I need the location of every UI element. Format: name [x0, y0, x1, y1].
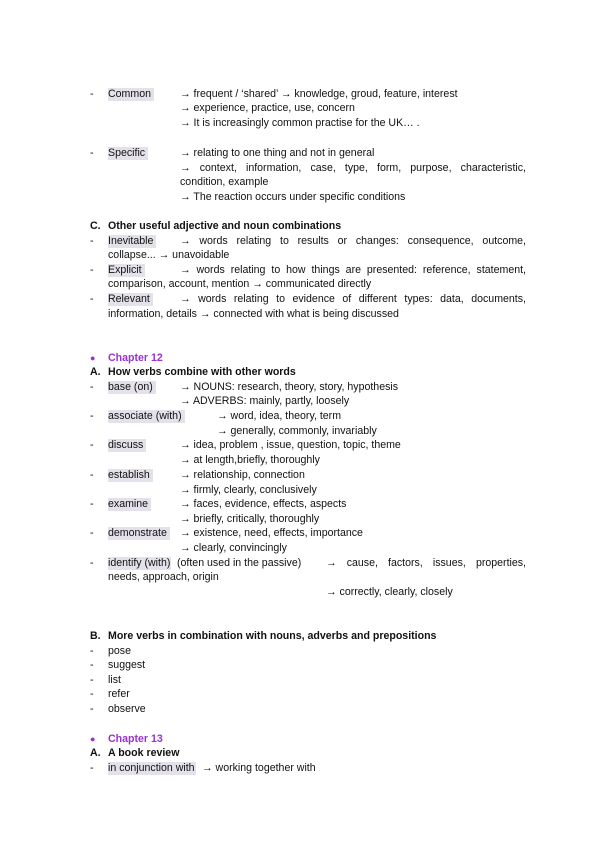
definition-line: → existence, need, effects, importance: [180, 527, 363, 539]
definition-line: → correctly, clearly, closely: [326, 586, 453, 598]
bullet-icon: ●: [90, 353, 96, 363]
dash: -: [90, 410, 94, 422]
definition-line: → experience, practice, use, concern: [180, 102, 355, 114]
term-common: Common: [108, 88, 154, 101]
term-establish: establish: [108, 469, 153, 482]
chapter-title: Chapter 12: [108, 352, 163, 364]
definition-line: → It is increasingly common practise for the UK… .: [180, 117, 420, 129]
term-relevant: Relevant: [108, 293, 153, 306]
definition-line: condition, example: [180, 176, 269, 188]
section-c-heading: [90, 220, 341, 233]
definition-line: collapse... → unavoidable: [108, 249, 230, 261]
dash: -: [90, 147, 94, 159]
dash: -: [90, 557, 94, 569]
definition-line: → working together with: [202, 762, 316, 774]
definition-line: → The reaction occurs under specific conditions: [180, 191, 406, 203]
dash: -: [90, 674, 94, 686]
section-letter: A.: [90, 366, 101, 378]
section-title: How verbs combine with other words: [108, 366, 296, 378]
definition-line: needs, approach, origin: [108, 571, 219, 583]
term-discuss: discuss: [108, 439, 146, 452]
dash: -: [90, 762, 94, 774]
section-letter: A.: [90, 747, 101, 759]
term-identify-with: identify (with): [108, 557, 171, 569]
definition-line: comparison, account, mention → communicated directly: [108, 278, 372, 290]
dash: -: [90, 469, 94, 481]
dash: -: [90, 264, 94, 276]
section-title: A book review: [108, 747, 180, 759]
definition-line: → frequent / ‘shared’ → knowledge, groud, feature, interest: [180, 88, 458, 100]
definition-line: → cause, factors, issues, properties,: [326, 557, 526, 569]
section-letter: B.: [90, 630, 101, 642]
definition-line: → ADVERBS: mainly, partly, loosely: [180, 395, 350, 407]
definition-line: → word, idea, theory, term: [217, 410, 342, 422]
verb-item: pose: [108, 645, 131, 657]
section-title: Other useful adjective and noun combinations: [108, 220, 342, 232]
dash: -: [90, 659, 94, 671]
dash: -: [90, 527, 94, 539]
bullet-icon: ●: [90, 734, 96, 744]
term-examine: examine: [108, 498, 151, 511]
definition-line: → words relating to evidence of different types: data, documents,: [180, 293, 526, 305]
verb-item: observe: [108, 703, 146, 715]
dash: -: [90, 235, 94, 247]
definition-line: → generally, commonly, invariably: [217, 425, 377, 437]
usage-note: (often used in the passive): [177, 557, 302, 569]
definition-line: → clearly, convincingly: [180, 542, 287, 554]
dash: -: [90, 439, 94, 451]
chapter-12-section-a-heading: [90, 366, 296, 379]
dash: -: [90, 88, 94, 100]
dash: -: [90, 293, 94, 305]
section-letter: C.: [90, 220, 101, 232]
definition-line: → firmly, clearly, conclusively: [180, 484, 317, 496]
chapter-13-heading: [90, 733, 163, 746]
definition-line: information, details → connected with what is being discussed: [108, 308, 399, 320]
verb-item: suggest: [108, 659, 146, 671]
definition-line: → words relating to how things are presented: reference, statement,: [180, 264, 526, 276]
term-demonstrate: demonstrate: [108, 527, 170, 540]
term-explicit: Explicit: [108, 264, 145, 277]
term-inevitable: Inevitable: [108, 235, 156, 248]
dash: -: [90, 645, 94, 657]
chapter-title: Chapter 13: [108, 733, 163, 745]
definition-line: → NOUNS: research, theory, story, hypothesis: [180, 381, 399, 393]
definition-line: → words relating to results or changes: consequence, outcome,: [180, 235, 526, 247]
dash: -: [90, 498, 94, 510]
chapter-12-heading: [90, 352, 163, 365]
dash: -: [90, 381, 94, 393]
chapter-12-section-b-heading: [90, 630, 436, 643]
chapter-13-section-a-heading: [90, 747, 179, 760]
term-associate-with: associate (with): [108, 410, 185, 423]
definition-line: → relationship, connection: [180, 469, 305, 481]
term-specific: Specific: [108, 147, 148, 160]
definition-line: → at length,briefly, thoroughly: [180, 454, 320, 466]
definition-line: → idea, problem , issue, question, topic, theme: [180, 439, 401, 451]
term-base-on: base (on): [108, 381, 156, 394]
dash: -: [90, 688, 94, 700]
definition-line: → relating to one thing and not in general: [180, 147, 375, 159]
verb-item: refer: [108, 688, 130, 700]
section-title: More verbs in combination with nouns, adverbs and prepositions: [108, 630, 437, 642]
term-in-conjunction-with: in conjunction with: [108, 762, 195, 774]
definition-line: → context, information, case, type, form, purpose, characteristic,: [180, 162, 526, 174]
verb-item: list: [108, 674, 121, 686]
definition-line: → faces, evidence, effects, aspects: [180, 498, 347, 510]
definition-line: → briefly, critically, thoroughly: [180, 513, 320, 525]
dash: -: [90, 703, 94, 715]
